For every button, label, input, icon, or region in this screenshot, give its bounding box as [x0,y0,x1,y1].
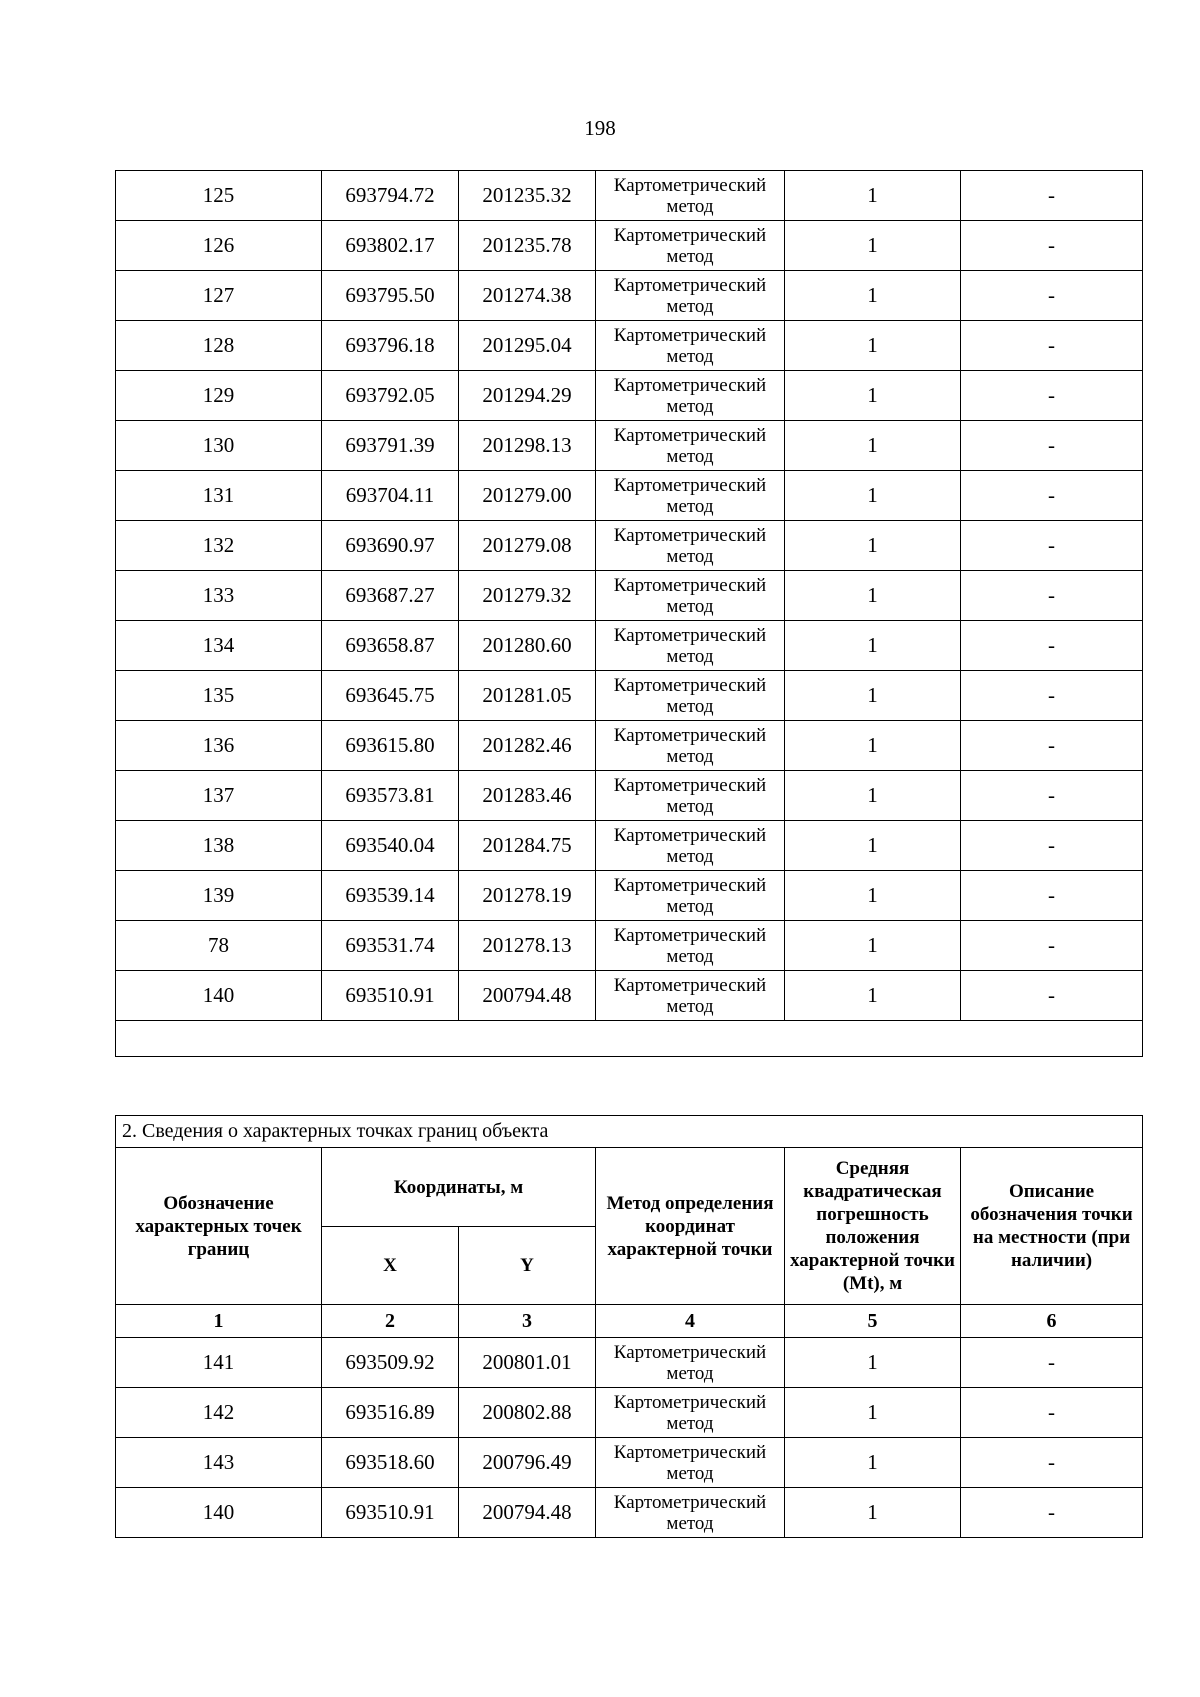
method-cell [596,1338,785,1388]
boundary-points-table [115,1115,1143,1538]
mt-cell: 1 [785,771,961,821]
table-row [116,471,1143,521]
description-cell: - [961,171,1143,221]
description-cell: - [961,471,1143,521]
point-cell: 140 [116,1488,322,1538]
column-number: 3 [459,1305,596,1338]
method-text: Картометрический [613,624,767,646]
description-cell: - [961,871,1143,921]
mt-cell: 1 [785,221,961,271]
method-text: Картометрический [613,424,767,446]
y-coordinate-cell: 201279.00 [459,471,596,521]
y-coordinate-cell: 201279.08 [459,521,596,571]
description-cell: - [961,771,1143,821]
method-cell [596,921,785,971]
method-text: метод [666,345,714,367]
y-coordinate-cell: 201278.13 [459,921,596,971]
description-cell: - [961,1338,1143,1388]
method-cell [596,671,785,721]
x-coordinate-cell: 693802.17 [322,221,459,271]
x-coordinate-cell: 693687.27 [322,571,459,621]
x-coordinate-cell: 693795.50 [322,271,459,321]
method-cell [596,971,785,1021]
mt-cell: 1 [785,321,961,371]
method-text: Картометрический [613,324,767,346]
mt-cell: 1 [785,1438,961,1488]
point-cell: 136 [116,721,322,771]
y-coordinate-cell: 200794.48 [459,1488,596,1538]
point-cell: 128 [116,321,322,371]
method-text: метод [666,1362,714,1384]
method-text: метод [666,995,714,1017]
header-x: X [322,1227,459,1305]
y-coordinate-cell: 201294.29 [459,371,596,421]
header-y: Y [459,1227,596,1305]
x-coordinate-cell: 693792.05 [322,371,459,421]
x-coordinate-cell: 693645.75 [322,671,459,721]
coordinates-table-continued [115,170,1143,1057]
method-text: метод [666,395,714,417]
table-row [116,921,1143,971]
mt-cell: 1 [785,971,961,1021]
method-text: Картометрический [613,1341,767,1363]
point-cell: 137 [116,771,322,821]
y-coordinate-cell: 201282.46 [459,721,596,771]
x-coordinate-cell: 693658.87 [322,621,459,671]
x-coordinate-cell: 693516.89 [322,1388,459,1438]
mt-cell: 1 [785,871,961,921]
method-text: метод [666,245,714,267]
description-cell: - [961,371,1143,421]
mt-cell: 1 [785,571,961,621]
method-cell [596,821,785,871]
table-row [116,1388,1143,1438]
method-text: Картометрический [613,1491,767,1513]
page-number: 198 [584,116,616,140]
table-row [116,271,1143,321]
empty-cell [116,1021,1143,1057]
method-cell [596,1438,785,1488]
method-cell [596,221,785,271]
x-coordinate-cell: 693509.92 [322,1338,459,1388]
x-coordinate-cell: 693704.11 [322,471,459,521]
x-coordinate-cell: 693796.18 [322,321,459,371]
method-text: метод [666,195,714,217]
header-mt: Средняя квадратическая погрешность положения характерной точки (Mt), м [785,1148,961,1305]
table-row [116,1338,1143,1388]
x-coordinate-cell: 693531.74 [322,921,459,971]
mt-cell: 1 [785,171,961,221]
method-text: Картометрический [613,1441,767,1463]
point-cell: 143 [116,1438,322,1488]
method-text: метод [666,645,714,667]
method-cell [596,371,785,421]
description-cell: - [961,971,1143,1021]
mt-cell: 1 [785,521,961,571]
x-coordinate-cell: 693540.04 [322,821,459,871]
method-text: Картометрический [613,824,767,846]
point-cell: 131 [116,471,322,521]
method-cell [596,171,785,221]
y-coordinate-cell: 201235.32 [459,171,596,221]
y-coordinate-cell: 201280.60 [459,621,596,671]
column-number: 4 [596,1305,785,1338]
description-cell: - [961,1438,1143,1488]
y-coordinate-cell: 201281.05 [459,671,596,721]
point-cell: 134 [116,621,322,671]
description-cell: - [961,421,1143,471]
y-coordinate-cell: 201283.46 [459,771,596,821]
mt-cell: 1 [785,271,961,321]
x-coordinate-cell: 693794.72 [322,171,459,221]
mt-cell: 1 [785,371,961,421]
mt-cell: 1 [785,1338,961,1388]
description-cell: - [961,721,1143,771]
mt-cell: 1 [785,671,961,721]
method-text: Картометрический [613,524,767,546]
point-cell: 129 [116,371,322,421]
y-coordinate-cell: 201298.13 [459,421,596,471]
method-cell [596,621,785,671]
point-cell: 127 [116,271,322,321]
method-text: Картометрический [613,574,767,596]
description-cell: - [961,571,1143,621]
point-cell: 133 [116,571,322,621]
method-text: метод [666,745,714,767]
description-cell: - [961,921,1143,971]
method-text: Картометрический [613,274,767,296]
y-coordinate-cell: 201284.75 [459,821,596,871]
method-cell [596,271,785,321]
point-cell: 125 [116,171,322,221]
point-cell: 142 [116,1388,322,1438]
mt-cell: 1 [785,421,961,471]
column-number: 2 [322,1305,459,1338]
point-cell: 132 [116,521,322,571]
table-row [116,321,1143,371]
point-cell: 78 [116,921,322,971]
table-row [116,671,1143,721]
mt-cell: 1 [785,921,961,971]
header-method: Метод определения координат характерной точки [596,1148,785,1305]
header-description: Описание обозначения точки на местности (при наличии) [961,1148,1143,1305]
method-cell [596,1488,785,1538]
method-text: метод [666,545,714,567]
table-title: 2. Сведения о характерных точках границ объекта [116,1116,1143,1148]
method-cell [596,721,785,771]
description-cell: - [961,321,1143,371]
method-text: метод [666,445,714,467]
method-text: Картометрический [613,1391,767,1413]
method-text: Картометрический [613,724,767,746]
method-text: метод [666,595,714,617]
mt-cell: 1 [785,1488,961,1538]
point-cell: 141 [116,1338,322,1388]
method-cell [596,321,785,371]
method-text: Картометрический [613,374,767,396]
table-row [116,971,1143,1021]
description-cell: - [961,271,1143,321]
method-text: Картометрический [613,474,767,496]
table-row [116,1438,1143,1488]
header-point: Обозначение характерных точек границ [116,1148,322,1305]
column-number: 6 [961,1305,1143,1338]
x-coordinate-cell: 693518.60 [322,1438,459,1488]
y-coordinate-cell: 201278.19 [459,871,596,921]
method-text: Картометрический [613,674,767,696]
method-text: метод [666,845,714,867]
table1-body [116,171,1143,1057]
method-text: Картометрический [613,774,767,796]
table-row [116,571,1143,621]
empty-row [116,1021,1143,1057]
point-cell: 130 [116,421,322,471]
y-coordinate-cell: 200796.49 [459,1438,596,1488]
method-text: метод [666,495,714,517]
column-number: 1 [116,1305,322,1338]
mt-cell: 1 [785,1388,961,1438]
table-row [116,721,1143,771]
x-coordinate-cell: 693539.14 [322,871,459,921]
method-text: метод [666,795,714,817]
description-cell: - [961,1488,1143,1538]
y-coordinate-cell: 201235.78 [459,221,596,271]
method-text: метод [666,895,714,917]
method-text: метод [666,295,714,317]
method-cell [596,771,785,821]
table-row [116,521,1143,571]
method-cell [596,521,785,571]
table-row [116,221,1143,271]
description-cell: - [961,1388,1143,1438]
method-text: метод [666,1412,714,1434]
method-cell [596,871,785,921]
x-coordinate-cell: 693573.81 [322,771,459,821]
description-cell: - [961,821,1143,871]
y-coordinate-cell: 201274.38 [459,271,596,321]
mt-cell: 1 [785,621,961,671]
y-coordinate-cell: 200801.01 [459,1338,596,1388]
method-cell [596,421,785,471]
description-cell: - [961,521,1143,571]
method-text: метод [666,695,714,717]
table-row [116,421,1143,471]
column-number: 5 [785,1305,961,1338]
header-coordinates: Координаты, м [322,1148,596,1227]
description-cell: - [961,621,1143,671]
table-row [116,871,1143,921]
x-coordinate-cell: 693690.97 [322,521,459,571]
method-text: Картометрический [613,874,767,896]
y-coordinate-cell: 200794.48 [459,971,596,1021]
mt-cell: 1 [785,821,961,871]
mt-cell: 1 [785,471,961,521]
point-cell: 140 [116,971,322,1021]
description-cell: - [961,221,1143,271]
method-text: метод [666,1462,714,1484]
method-text: Картометрический [613,924,767,946]
method-cell [596,471,785,521]
x-coordinate-cell: 693615.80 [322,721,459,771]
method-text: Картометрический [613,224,767,246]
method-text: метод [666,945,714,967]
table-row [116,1488,1143,1538]
method-cell [596,1388,785,1438]
point-cell: 139 [116,871,322,921]
description-cell: - [961,671,1143,721]
x-coordinate-cell: 693791.39 [322,421,459,471]
table-row [116,621,1143,671]
method-cell [596,571,785,621]
point-cell: 135 [116,671,322,721]
point-cell: 138 [116,821,322,871]
method-text: Картометрический [613,974,767,996]
table2-body [116,1338,1143,1538]
method-text: Картометрический [613,174,767,196]
y-coordinate-cell: 200802.88 [459,1388,596,1438]
y-coordinate-cell: 201295.04 [459,321,596,371]
method-text: метод [666,1512,714,1534]
table-row [116,171,1143,221]
point-cell: 126 [116,221,322,271]
x-coordinate-cell: 693510.91 [322,971,459,1021]
table-row [116,371,1143,421]
y-coordinate-cell: 201279.32 [459,571,596,621]
mt-cell: 1 [785,721,961,771]
table-row [116,771,1143,821]
x-coordinate-cell: 693510.91 [322,1488,459,1538]
table-row [116,821,1143,871]
